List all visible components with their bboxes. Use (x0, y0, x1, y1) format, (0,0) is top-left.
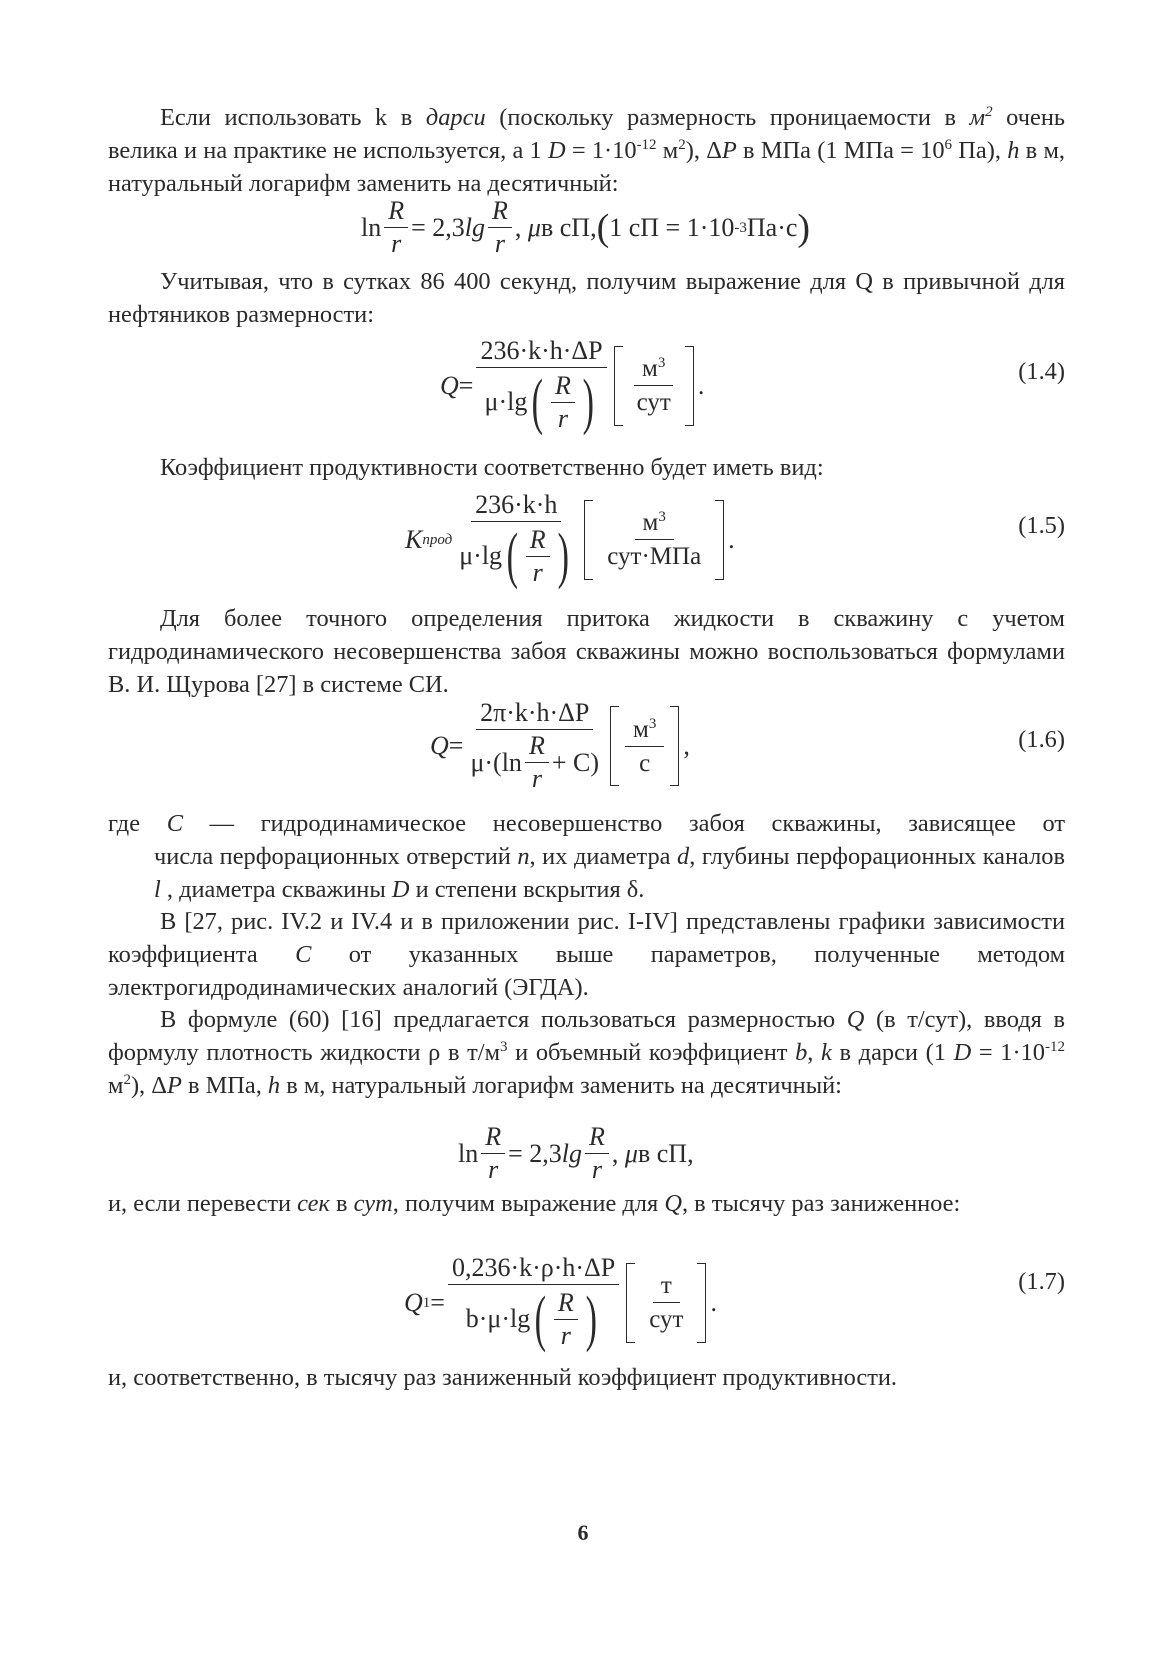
equation-number-1-7: (1.7) (1018, 1268, 1065, 1295)
formula-1-6: Q = 2π·k·h·ΔP μ·(ln $\frac{R}{r}$ + C) $\frac{м^3}{с}$ , (430, 698, 690, 793)
formula-1-5: K прод 236·k·h μ·lg ( $\frac{R}{r}$ ) $\frac{м^3}{\text{сут·МПа}}$ . (405, 490, 735, 590)
paragraph-seconds-per-day: Учитывая, что в сутках 86 400 секунд, получим выражение для Q в привычной для нефтяников размерности: (108, 268, 1065, 328)
paragraph-egda: В [27, рис. IV.2 и IV.4 и в приложении рис. I-IV] представлены графики зависимости коэффициента C от указанных выше параметров, полученные методом электрогидродинамических аналогий (ЭГДА). (108, 908, 1065, 1001)
equation-number-1-6: (1.6) (1018, 726, 1065, 753)
equation-number-1-5: (1.5) (1018, 512, 1065, 539)
formula-log-conversion-2: ln $\frac{R}{r}$ = 2,3 lg $\frac{R}{r}$ , μ в сП, (458, 1122, 694, 1184)
paragraph-units-intro: Если использовать k в дарси (поскольку размерность проницаемости в $м^2$ очень велика и на практике не используется, а 1 $D = 1\cdot 10^{-12}$ $м^2$), ΔP в МПа (1 МПа = $10^6$ Па), h в м, натуральный логарифм заменить на десятичный: (108, 104, 1066, 197)
paragraph-final: и, соответственно, в тысячу раз заниженный коэффициент продуктивности. (108, 1364, 898, 1391)
formula-1-7: Q 1 = 0,236·k·ρ·h·ΔP b·μ·lg ( $\frac{R}{r}$ ) $\frac{т}{\text{сут}}$ . (404, 1253, 717, 1353)
paragraph-convert-seconds: и, если перевести сек в сут, получим выражение для Q, в тысячу раз заниженное: (108, 1190, 961, 1217)
paragraph-shchurov: Для более точного определения притока жидкости в скважину с учетом гидродинамического несовершенства забоя скважины можно воспользоваться формулами В. И. Щурова [27] в системе СИ. (108, 605, 1065, 698)
formula-1-4: Q = 236·k·h·ΔP μ·lg ( $\frac{R}{r}$ ) $\frac{м^3}{\text{сут}}$ . (440, 336, 705, 436)
paragraph-productivity-intro: Коэффициент продуктивности соответственно будет иметь вид: (160, 454, 824, 481)
page-number: 6 (577, 1520, 589, 1545)
equation-number-1-4: (1.4) (1018, 358, 1065, 385)
paragraph-formula-60: В формуле (60) [16] предлагается пользоваться размерностью Q (в т/сут), вводя в формулу плотность жидкости ρ в $т/м^3$ и объемный коэффициент b, k в дарси (1 $D = 1\cdot 10^{-12}$ $м^2$), ΔP в МПа, h в м, натуральный логарифм заменить на десятичный: (108, 1006, 1065, 1099)
paragraph-where-c: где C — гидродинамическое несовершенство забоя скважины, зависящее от числа перфорационных отверстий n, их диаметра d, глубины перфорационных каналов l , диаметра скважины D и степени вскрытия δ. (108, 810, 1065, 903)
formula-log-conversion: ln $\frac{R}{r}$ = 2,3 lg $\frac{R}{r}$ , μ в сП, ( 1 сП = 1·10 -3 Па·с ) (361, 196, 811, 258)
